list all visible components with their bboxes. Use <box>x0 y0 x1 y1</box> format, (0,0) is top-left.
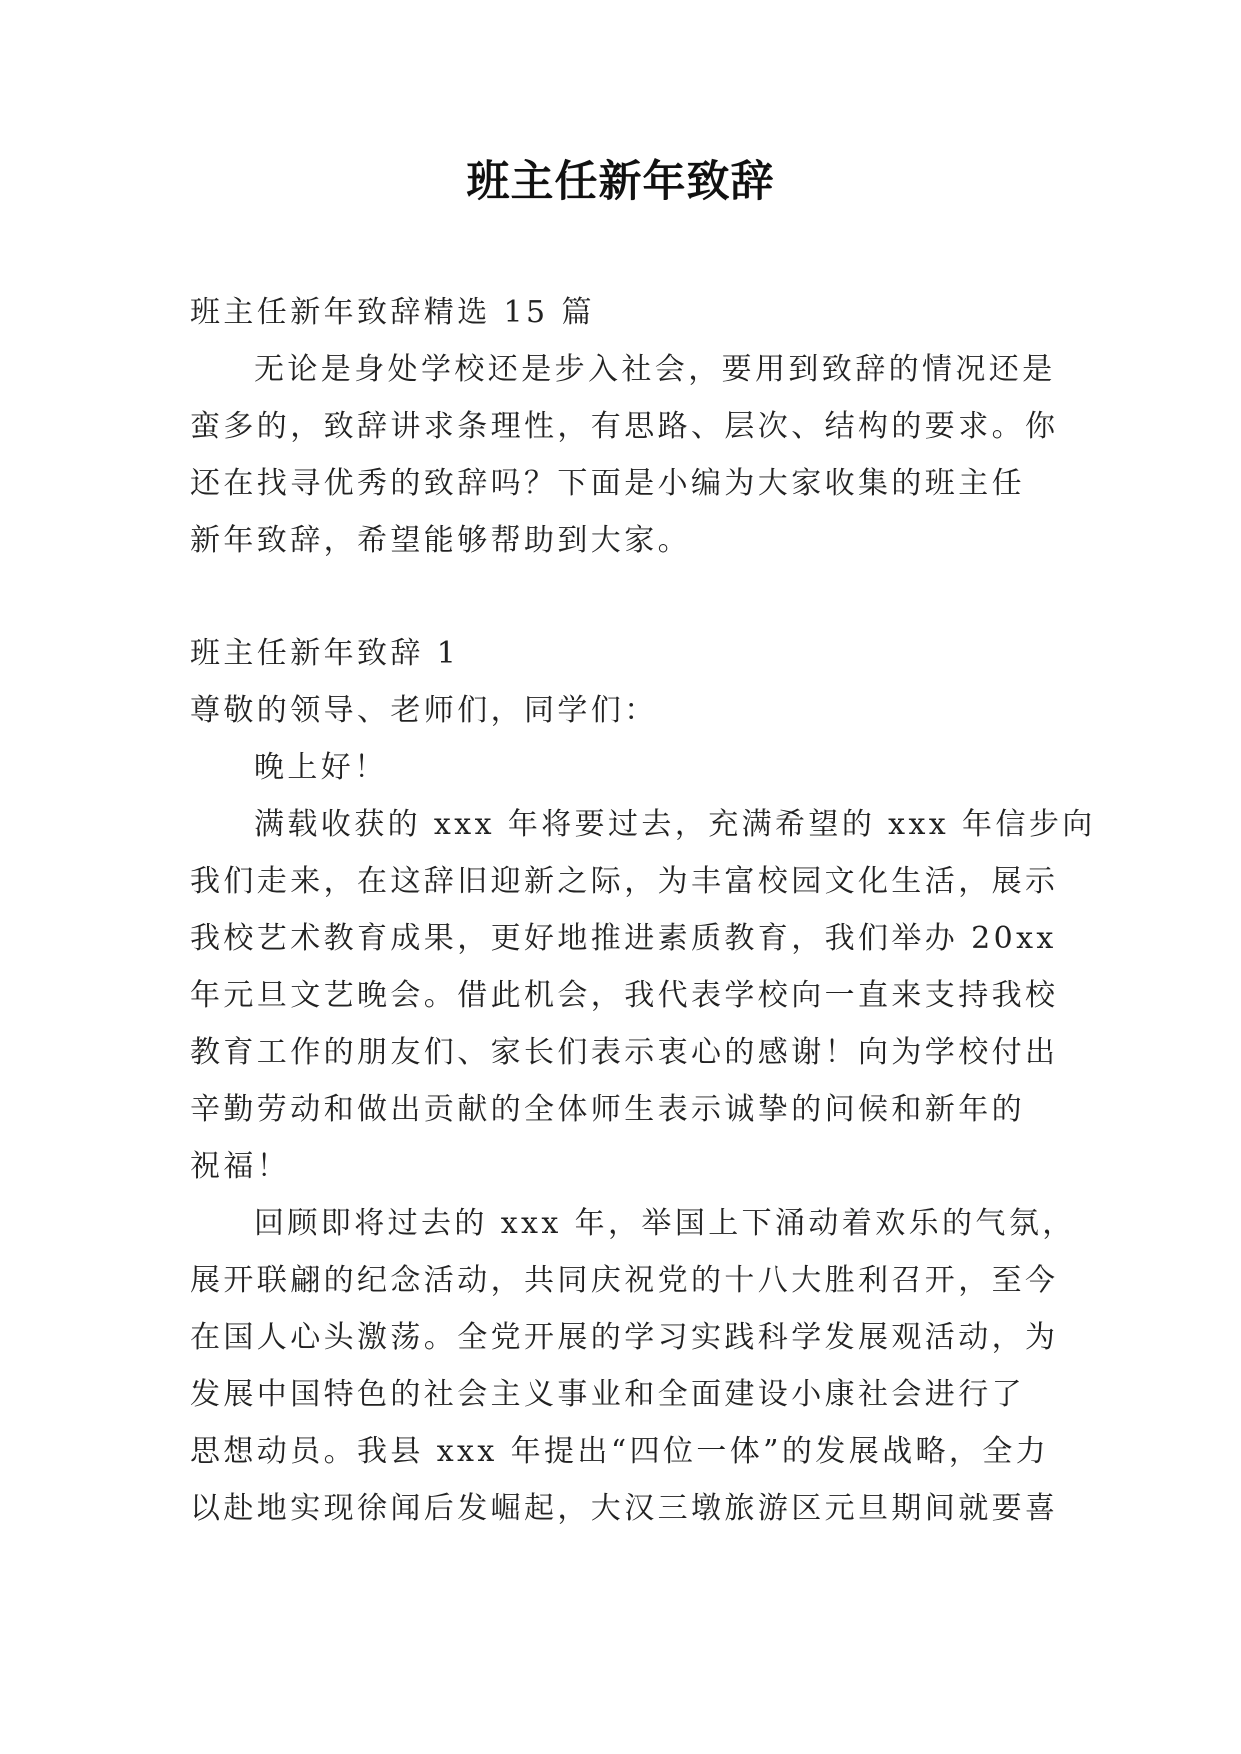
paragraph-line: 祝福！ <box>190 1149 291 1184</box>
paragraph-line: 教育工作的朋友们、家长们表示衷心的感谢！向为学校付出 <box>190 1035 1059 1070</box>
paragraph-line: 我校艺术教育成果，更好地推进素质教育，我们举办 20xx <box>190 921 1057 956</box>
paragraph-line: 新年致辞，希望能够帮助到大家。 <box>190 523 691 558</box>
subtitle-line: 班主任新年致辞精选 15 篇 <box>190 295 595 330</box>
paragraph-line: 我们走来，在这辞旧迎新之际，为丰富校园文化生活，展示 <box>190 864 1059 899</box>
paragraph-line: 辛勤劳动和做出贡献的全体师生表示诚挚的问候和新年的 <box>190 1092 1025 1127</box>
section-heading: 班主任新年致辞 1 <box>190 636 460 671</box>
paragraph-line: 发展中国特色的社会主义事业和全面建设小康社会进行了 <box>190 1377 1025 1412</box>
paragraph-line: 展开联翩的纪念活动，共同庆祝党的十八大胜利召开，至今 <box>190 1263 1059 1298</box>
salutation-line: 尊敬的领导、老师们，同学们： <box>190 693 658 728</box>
paragraph-line: 思想动员。我县 xxx 年提出“四位一体”的发展战略，全力 <box>190 1434 1050 1469</box>
document-body <box>190 284 1096 1537</box>
paragraph-line: 还在找寻优秀的致辞吗？下面是小编为大家收集的班主任 <box>190 466 1025 501</box>
greeting-line: 晚上好！ <box>254 750 388 785</box>
paragraph-line: 在国人心头激荡。全党开展的学习实践科学发展观活动，为 <box>190 1320 1059 1355</box>
document-title: 班主任新年致辞 <box>466 157 775 207</box>
paragraph-line: 年元旦文艺晚会。借此机会，我代表学校向一直来支持我校 <box>190 978 1059 1013</box>
paragraph-line: 回顾即将过去的 xxx 年，举国上下涌动着欢乐的气氛， <box>254 1206 1076 1241</box>
paragraph-line: 以赴地实现徐闻后发崛起，大汉三墩旅游区元旦期间就要喜 <box>190 1491 1059 1526</box>
paragraph-line: 满载收获的 xxx 年将要过去，充满希望的 xxx 年信步向 <box>254 807 1096 842</box>
paragraph-line: 无论是身处学校还是步入社会，要用到致辞的情况还是 <box>254 352 1056 387</box>
section-gap <box>190 569 1056 625</box>
paragraph-line: 蛮多的，致辞讲求条理性，有思路、层次、结构的要求。你 <box>190 409 1059 444</box>
